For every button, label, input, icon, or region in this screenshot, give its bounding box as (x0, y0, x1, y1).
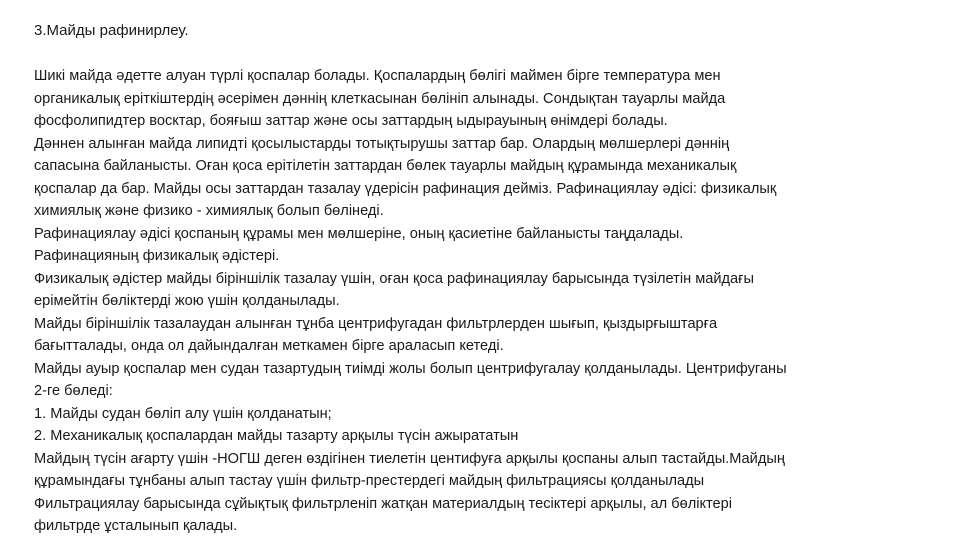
slide-title: 3.Майды рафинирлеу. (34, 22, 189, 39)
body-line: химиялық және физико - химиялық болып бөлінеді. (34, 203, 384, 219)
body-line: Майды біріншілік тазалаудан алынған тұнба центрифугадан фильтрлерден шығып, қыздырғыштарға (34, 315, 718, 332)
body-line: сапасына байланысты. Оған қоса ерітілетін заттардан бөлек тауарлы майдың құрамында механикалық (34, 158, 737, 174)
body-line: 2. Механикалық қоспалардан майды тазарту арқылы түсін ажырататын (34, 428, 519, 444)
body-line: Майды ауыр қоспалар мен судан тазартудың тиімді жолы болып центрифугалау қолданылады. Центрифуганы (34, 360, 787, 377)
body-line: органикалық еріткіштердің әсерімен дәннің клеткасынан бөлініп алынады. Сондықтан тауарлы майда (34, 90, 726, 107)
slide-body (34, 65, 934, 538)
body-line: құрамындағы тұнбаны алып тастау үшін фильтр-престердегі майдың фильтрациясы қолданылады (34, 473, 705, 489)
body-line: Шикі майда әдетте алуан түрлі қоспалар болады. Қоспалардың бөлігі маймен бірге температура мен (34, 68, 721, 84)
body-line: Рафинациялау әдісі қоспаның құрамы мен мөлшеріне, оның қасиетіне байланысты таңдалады. (34, 225, 684, 242)
body-line: ерімейтін бөліктерді жою үшін қолданылады. (34, 293, 340, 309)
body-line: 2-ге бөледі: (34, 383, 113, 399)
body-line: фильтрде ұсталынып қалады. (34, 518, 238, 534)
body-line: Майдың түсін ағарту үшін -НОГШ деген өздігінен тиелетін центифуға арқылы қоспаны алып тастайды.Майдың (34, 450, 785, 467)
body-line: қоспалар да бар. Майды осы заттардан тазалау үдерісін рафинация дейміз. Рафинациялау әдісі: физикалық (34, 180, 777, 197)
body-line: Физикалық әдістер майды біріншілік тазалау үшін, оған қоса рафинациялау барысында түзілетін майдағы (34, 270, 754, 287)
body-line: Дәннен алынған майда липидті қосылыстарды тотықтырушы заттар бар. Олардың мөлшерлері дәннің (34, 135, 730, 152)
body-line: Рафинацияның физикалық әдістері. (34, 248, 280, 264)
body-line: фосфолипидтер восктар, бояғыш заттар және осы заттардың ыдырауының өнімдері болады. (34, 113, 668, 129)
body-line: 1. Майды судан бөліп алу үшін қолданатын; (34, 405, 332, 422)
body-line: Фильтрациялау барысында сұйықтық фильтрленіп жатқан материалдың тесіктері арқылы, ал бөліктері (34, 495, 733, 512)
body-line: бағытталады, онда ол дайындалған меткамен бірге араласып кетеді. (34, 338, 504, 354)
